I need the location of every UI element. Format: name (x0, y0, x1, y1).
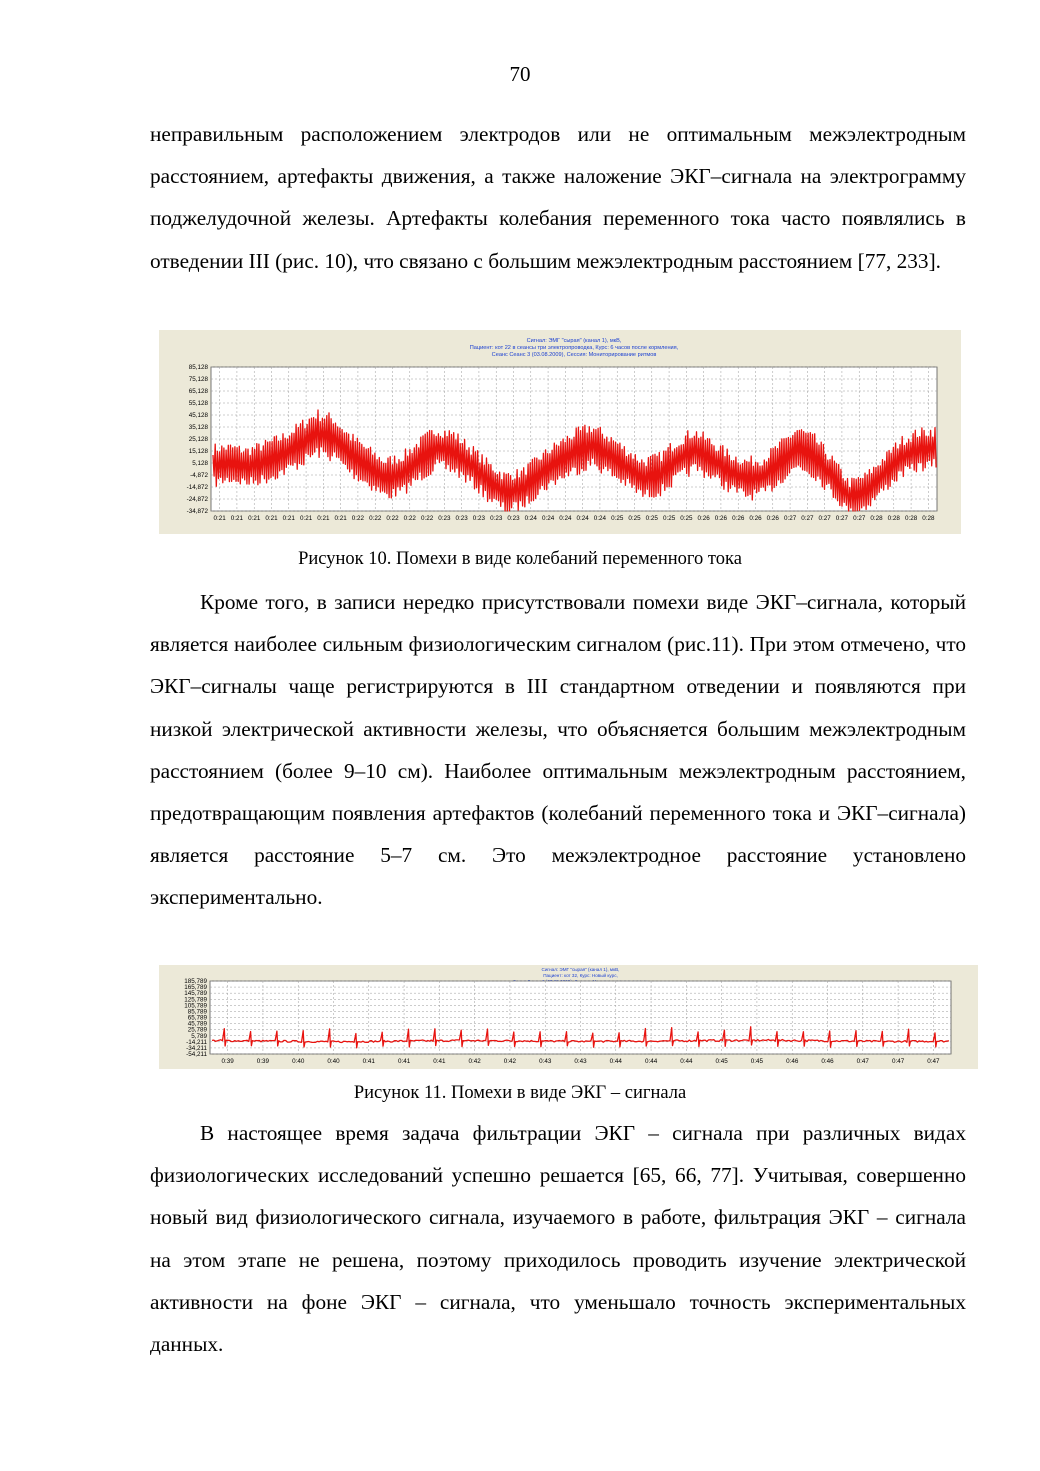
y-tick-label: -34,872 (186, 508, 208, 515)
x-tick-label: 0:21 (334, 515, 347, 522)
x-tick-label: 0:23 (455, 515, 468, 522)
y-tick-label: 165,789 (184, 984, 207, 992)
y-tick-label: 25,128 (188, 436, 208, 443)
x-tick-label: 0:22 (351, 515, 365, 522)
x-tick-label: 0:24 (559, 515, 572, 522)
x-tick-label: 0:26 (732, 515, 745, 522)
paragraph-3: В настоящее время задача фильтрации ЭКГ – сигнала при различных видах физиологических исследований успешно решается [65, 66, 77]. Учитывая, совершенно новый вид физиологического сигнала, изучаемого в работе, фильтрация ЭКГ – сигнала на этом этапе не решена, поэтому приходилось проводить изучение электрической активности на фоне ЭКГ – сигнала, что уменьшало точность экспериментальных данных. (150, 1121, 966, 1357)
x-tick-label: 0:47 (856, 1058, 869, 1065)
figure-11 (159, 965, 978, 1069)
x-tick-label: 0:21 (213, 515, 226, 522)
y-tick-label: 5,128 (192, 460, 208, 467)
x-tick-label: 0:47 (891, 1058, 905, 1065)
y-tick-label: 75,128 (188, 376, 208, 383)
y-tick-label: -14,872 (186, 484, 208, 491)
chart-header-line: Сеанс Сеанс 3 (03.08.2009), Сессия: Мониторирование ритмов (491, 352, 657, 359)
x-tick-label: 0:26 (714, 515, 728, 522)
x-tick-label: 0:25 (645, 515, 658, 522)
x-tick-label: 0:27 (818, 515, 831, 522)
x-tick-label: 0:28 (887, 515, 900, 522)
x-tick-label: 0:23 (438, 515, 451, 522)
y-tick-label: 15,128 (188, 448, 208, 455)
y-tick-label: 65,789 (187, 1014, 207, 1022)
x-tick-label: 0:44 (680, 1058, 693, 1065)
x-tick-label: 0:24 (524, 515, 537, 522)
paragraph-1: неправильным расположением электродов или не оптимальным межэлектродным расстоянием, артефакты движения, а также наложение ЭКГ–сигнала на электрограмму поджелудочной железы. Артефакты колебания переменного тока часто появлялись в отведении III (рис. 10), что связано с большим межэлектродным расстоянием [77, 233]. (150, 122, 966, 273)
x-tick-label: 0:22 (369, 515, 382, 522)
x-tick-label: 0:43 (574, 1058, 587, 1065)
figure-10 (159, 330, 961, 534)
x-tick-label: 0:25 (628, 515, 641, 522)
y-tick-label: 25,789 (187, 1026, 207, 1034)
y-tick-label: 85,128 (188, 364, 208, 371)
x-tick-label: 0:45 (750, 1058, 764, 1065)
emg-chart-2 (159, 965, 978, 1069)
x-tick-label: 0:23 (507, 515, 520, 522)
x-tick-label: 0:39 (256, 1058, 270, 1065)
y-tick-label: 85,789 (187, 1008, 207, 1016)
x-tick-label: 0:21 (265, 515, 278, 522)
emg-chart-1 (159, 330, 961, 534)
x-tick-label: 0:41 (362, 1058, 375, 1065)
x-tick-label: 0:21 (230, 515, 244, 522)
x-tick-label: 0:42 (468, 1058, 481, 1065)
x-tick-label: 0:45 (715, 1058, 728, 1065)
x-tick-label: 0:46 (821, 1058, 834, 1065)
x-tick-label: 0:46 (786, 1058, 799, 1065)
y-tick-label: 105,789 (184, 1002, 207, 1010)
figure-11-caption: Рисунок 11. Помехи в виде ЭКГ – сигнала (353, 1083, 687, 1103)
x-tick-label: 0:21 (317, 515, 330, 522)
x-tick-label: 0:27 (783, 515, 797, 522)
y-tick-label: -34,211 (186, 1044, 207, 1052)
y-tick-label: 125,789 (184, 996, 207, 1004)
y-tick-label: 35,128 (188, 424, 208, 431)
x-tick-label: 0:24 (593, 515, 607, 522)
x-tick-label: 0:27 (853, 515, 866, 522)
chart-header-line: Сигнал: ЭМГ "сырая" (канал 1), мкВ, (541, 967, 620, 972)
x-tick-label: 0:22 (403, 515, 416, 522)
x-tick-label: 0:43 (539, 1058, 552, 1065)
x-tick-label: 0:22 (420, 515, 434, 522)
x-tick-label: 0:40 (327, 1058, 340, 1065)
x-tick-label: 0:44 (609, 1058, 622, 1065)
x-tick-label: 0:25 (662, 515, 676, 522)
y-tick-label: -54,211 (186, 1051, 207, 1058)
figure-10-caption: Рисунок 10. Помехи в виде колебаний переменного тока (298, 549, 742, 569)
x-tick-label: 0:47 (927, 1058, 940, 1065)
paragraph-2: Кроме того, в записи нередко присутствовали помехи виде ЭКГ–сигнала, который является наиболее сильным физиологическим сигналом (рис.11). При этом отмечено, что ЭКГ–сигналы чаще регистрируются в III стандартном отведении и появляются при низкой электрической активности железы, что объясняется большим межэлектродным расстоянием (более 9–10 см). Наиболее оптимальным межэлектродным расстоянием, предотвращающим появления артефактов (колебаний переменного тока и ЭКГ–сигнала) является расстояние 5–7 см. Это межэлектродное расстояние установлено экспериментально. (150, 590, 966, 910)
y-tick-label: 45,789 (187, 1020, 207, 1028)
y-tick-label: 45,128 (188, 412, 208, 419)
y-tick-label: 5,789 (191, 1032, 207, 1040)
x-tick-label: 0:28 (870, 515, 883, 522)
y-tick-label: 65,128 (188, 388, 208, 395)
x-tick-label: 0:23 (472, 515, 486, 522)
page-number: 70 (509, 62, 531, 86)
chart-header-line: Пациент: кот 22 в сеансы три электропроводка, Курс: 6 часов после кормления, (469, 345, 679, 352)
x-tick-label: 0:25 (611, 515, 624, 522)
x-tick-label: 0:41 (397, 1058, 411, 1065)
x-tick-label: 0:26 (749, 515, 762, 522)
x-tick-label: 0:42 (503, 1058, 517, 1065)
y-tick-label: 55,128 (188, 400, 208, 407)
x-tick-label: 0:21 (282, 515, 295, 522)
x-tick-label: 0:40 (292, 1058, 305, 1065)
y-tick-label: 185,789 (184, 978, 207, 985)
x-tick-label: 0:27 (801, 515, 814, 522)
x-tick-label: 0:41 (433, 1058, 446, 1065)
x-tick-label: 0:28 (922, 515, 935, 522)
x-tick-label: 0:24 (576, 515, 589, 522)
x-tick-label: 0:39 (221, 1058, 234, 1065)
y-tick-label: 145,789 (184, 990, 207, 998)
x-tick-label: 0:26 (697, 515, 710, 522)
y-tick-label: -4,872 (190, 472, 208, 479)
x-tick-label: 0:22 (386, 515, 399, 522)
x-tick-label: 0:21 (248, 515, 261, 522)
x-tick-label: 0:27 (835, 515, 849, 522)
x-tick-label: 0:28 (904, 515, 918, 522)
x-tick-label: 0:24 (541, 515, 555, 522)
x-tick-label: 0:21 (299, 515, 313, 522)
x-tick-label: 0:26 (766, 515, 779, 522)
chart-header-line: Сигнал: ЭМГ "сырая" (канал 1), мкВ, (526, 338, 622, 344)
x-tick-label: 0:44 (644, 1058, 658, 1065)
y-tick-label: -14,211 (186, 1038, 207, 1046)
chart-header-line: Пациент: кот 32, Курс: Новый курс, (543, 973, 618, 979)
y-tick-label: -24,872 (186, 496, 208, 503)
x-tick-label: 0:23 (490, 515, 503, 522)
x-tick-label: 0:25 (680, 515, 693, 522)
